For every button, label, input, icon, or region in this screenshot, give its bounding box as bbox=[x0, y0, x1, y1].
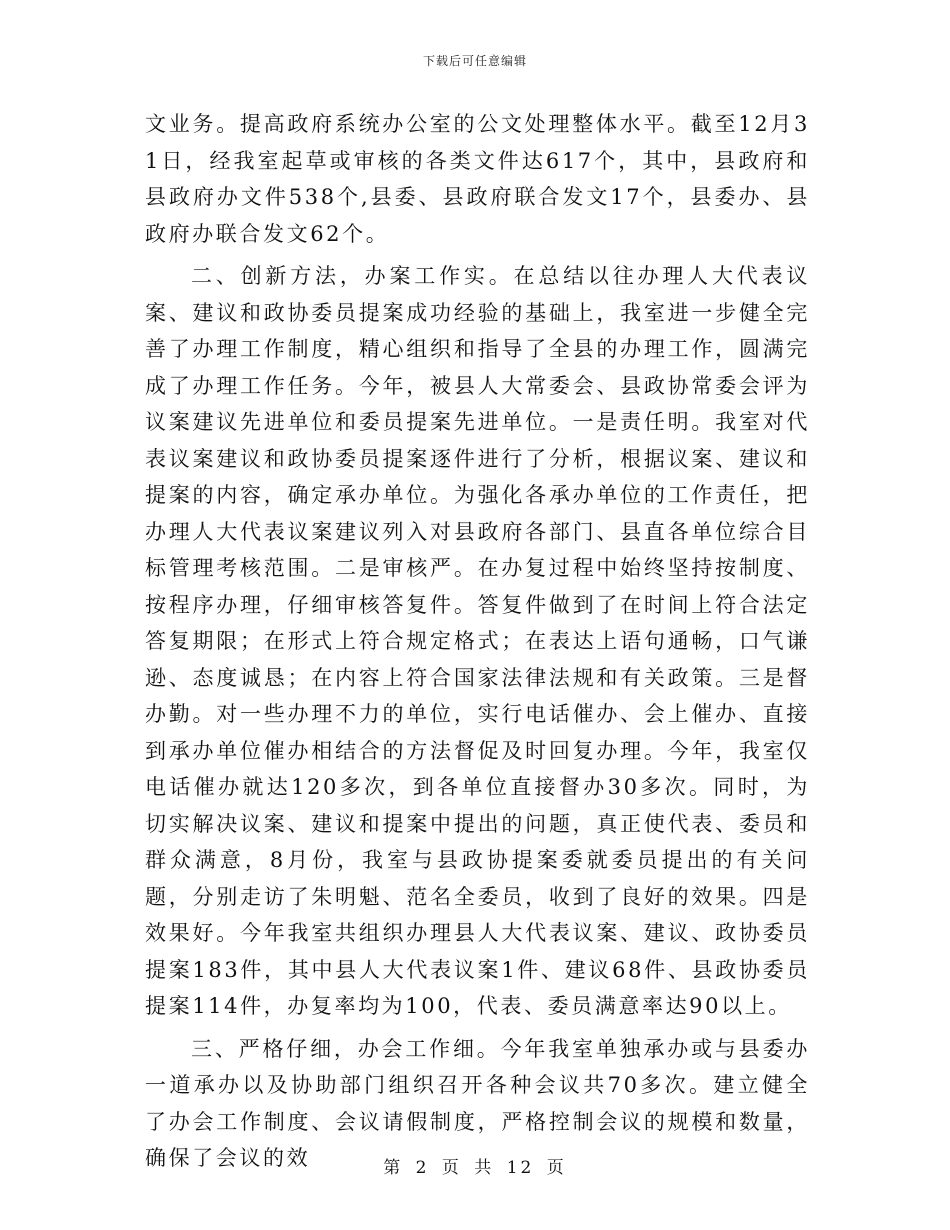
paragraph-3: 三、严格仔细，办会工作细。今年我室单独承办或与县委办一道承办以及协助部门组织召开各种会议共70多次。建立健全了办会工作制度、会议请假制度，严格控制会议的规模和数量，确保了会议的效 bbox=[145, 1036, 810, 1170]
footer-suffix: 页 bbox=[546, 1158, 567, 1178]
footer-total-label: 共 bbox=[474, 1158, 495, 1178]
footer-mid-label: 页 bbox=[441, 1158, 462, 1178]
page-footer bbox=[0, 1153, 950, 1178]
paragraph-2: 二、创新方法，办案工作实。在总结以往办理人大代表议案、建议和政协委员提案成功经验的基础上，我室进一步健全完善了办理工作制度，精心组织和指导了全县的办理工作，圆满完成了办理工作任务。今年，被县人大常委会、县政协常委会评为议案建议先进单位和委员提案先进单位。一是责任明。我室对代表议案建议和政协委员提案逐件进行了分析，根据议案、建议和提案的内容，确定承办单位。为强化各承办单位的工作责任，把办理人大代表议案建议列入对县政府各部门、县直各单位综合目标管理考核范围。二是审核严。在办复过程中始终坚持按制度、按程序办理，仔细审核答复件。答复件做到了在时间上符合法定答复期限；在形式上符合规定格式；在表达上语句通畅，口气谦逊、态度诚恳；在内容上符合国家法律法规和有关政策。三是督办勤。对一些办理不力的单位，实行电话催办、会上催办、直接到承办单位催办相结合的方法督促及时回复办理。今年，我室仅电话催办就达120多次，到各单位直接督办30多次。同时，为切实解决议案、建议和提案中提出的问题，真正使代表、委员和群众满意，8月份，我室与县政协提案委就委员提出的有关问题，分别走访了朱明魁、范名全委员，收到了良好的效果。四是效果好。今年我室共组织办理县人大代表议案、建议、政协委员提案183件，其中县人大代表议案1件、建议68件、县政协委员提案114件，办复率均为100，代表、委员满意率达90以上。 bbox=[145, 264, 810, 1018]
paragraph-1: 文业务。提高政府系统办公室的公文处理整体水平。截至12月31日，经我室起草或审核的各类文件达617个，其中，县政府和县政府办文件538个,县委、县政府联合发文17个，县委办、县政府办联合发文62个。 bbox=[145, 112, 810, 246]
footer-current-page: 2 bbox=[415, 1158, 430, 1178]
footer-prefix: 第 bbox=[383, 1158, 404, 1178]
header-text: 下载后可任意编辑 bbox=[422, 54, 527, 68]
page-header bbox=[0, 52, 950, 69]
footer-total-pages: 12 bbox=[506, 1158, 535, 1178]
document-body bbox=[145, 106, 810, 1183]
